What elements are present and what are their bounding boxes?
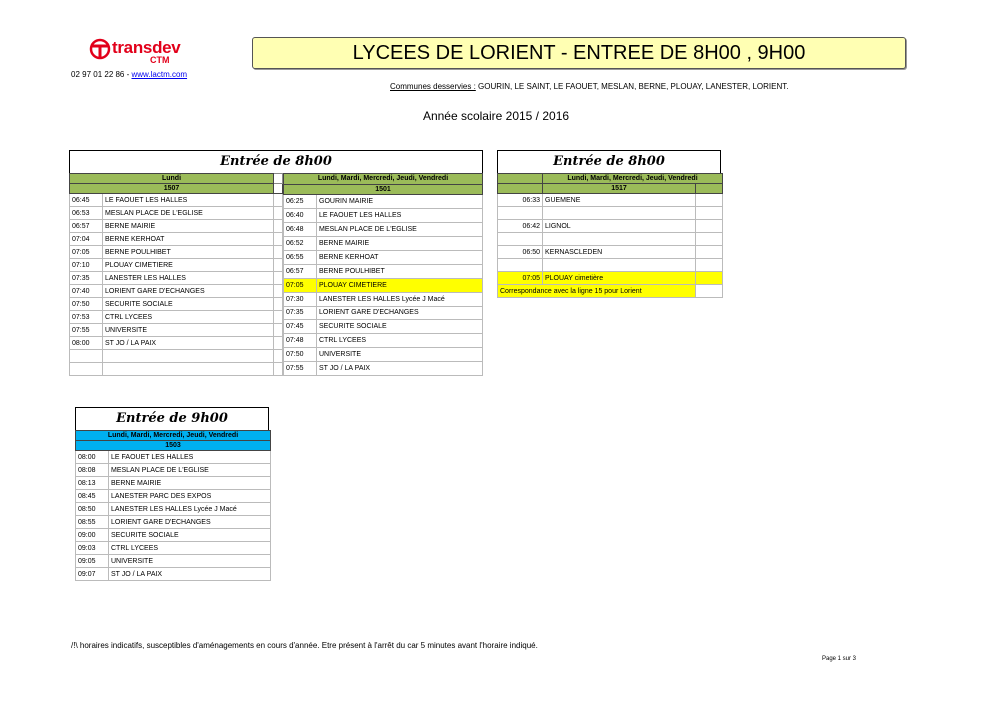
departure-time: 07:40 (70, 285, 103, 298)
spacer-cell (696, 246, 723, 259)
days-header: Lundi, Mardi, Mercredi, Jeudi, Vendredi (107, 432, 239, 439)
departure-time: 09:05 (76, 555, 109, 568)
departure-time (498, 207, 543, 220)
timetable-1501 (283, 173, 483, 376)
departure-time: 07:55 (284, 362, 317, 376)
table-row (498, 194, 723, 207)
stop-name: UNIVERSITE (109, 555, 271, 568)
table-row (70, 233, 283, 246)
communes-line (390, 82, 789, 91)
spacer-cell (274, 246, 283, 259)
departure-time (498, 233, 543, 246)
table-row (76, 542, 271, 555)
table-row (284, 195, 483, 209)
table-row (76, 464, 271, 477)
table-row (498, 272, 723, 285)
table-row (70, 324, 283, 337)
timetable-1517 (497, 173, 723, 298)
transdev-logo-icon (88, 38, 112, 60)
days-header: Lundi, Mardi, Mercredi, Jeudi, Vendredi (317, 175, 449, 183)
departure-time: 06:25 (284, 195, 317, 209)
table-row (284, 320, 483, 334)
stop-name: GUEMENE (543, 194, 696, 207)
stop-name: MESLAN PLACE DE L'EGLISE (103, 207, 274, 220)
departure-time: 06:48 (284, 223, 317, 237)
days-header: Lundi, Mardi, Mercredi, Jeudi, Vendredi (567, 175, 698, 182)
stop-name: ST JO / LA PAIX (103, 337, 274, 350)
stop-name: BERNE KERHOAT (103, 233, 274, 246)
table-row (76, 477, 271, 490)
departure-time: 07:55 (70, 324, 103, 337)
departure-time: 07:10 (70, 259, 103, 272)
table-row (76, 516, 271, 529)
section-title: Entrée de 8h00 (497, 150, 721, 173)
table-row (76, 503, 271, 516)
table-row (76, 529, 271, 542)
departure-time: 07:48 (284, 334, 317, 348)
departure-time: 06:52 (284, 237, 317, 251)
stop-name: LANESTER LES HALLES (103, 272, 274, 285)
departure-time: 08:50 (76, 503, 109, 516)
phone: 02 97 01 22 86 - (71, 70, 132, 79)
section-title: Entrée de 8h00 (69, 150, 483, 173)
connection-note: Correspondance avec la ligne 15 pour Lorient (498, 285, 696, 298)
departure-time: 07:45 (284, 320, 317, 334)
contact-line (71, 70, 187, 79)
departure-time: 07:04 (70, 233, 103, 246)
stop-name: CTRL LYCEES (103, 311, 274, 324)
line-number: 1507 (163, 185, 180, 192)
timetable-1503 (75, 430, 271, 581)
stop-name: ST JO / LA PAIX (109, 568, 271, 581)
empty-row (70, 350, 283, 363)
table-row (284, 264, 483, 278)
departure-time: 08:13 (76, 477, 109, 490)
departure-time: 06:57 (284, 264, 317, 278)
empty-row (70, 363, 283, 376)
spacer-cell (696, 207, 723, 220)
stop-name: LE FAOUET LES HALLES (109, 451, 271, 464)
line-number: 1517 (611, 185, 627, 192)
table-row (284, 209, 483, 223)
stop-name: LANESTER LES HALLES Lycée J Macé (317, 292, 483, 306)
table-row (76, 451, 271, 464)
table-row (70, 220, 283, 233)
stop-name: BERNE MAIRIE (103, 220, 274, 233)
stop-name: UNIVERSITE (103, 324, 274, 337)
communes-label: Communes desservies : (390, 82, 476, 91)
departure-time: 07:35 (70, 272, 103, 285)
departure-time: 06:33 (498, 194, 543, 207)
table-row (70, 194, 283, 207)
stop-name: LORIENT GARE D'ECHANGES (317, 306, 483, 320)
stop-name: PLOUAY CIMETIERE (103, 259, 274, 272)
title-box (252, 37, 906, 69)
table-row (284, 334, 483, 348)
table-row (70, 259, 283, 272)
connection-row (498, 285, 723, 298)
table-row (70, 285, 283, 298)
stop-name: PLOUAY CIMETIERE (317, 278, 483, 292)
stop-name: LANESTER PARC DES EXPOS (109, 490, 271, 503)
departure-time: 07:05 (70, 246, 103, 259)
spacer-cell (274, 259, 283, 272)
section-8h00-main (69, 150, 483, 376)
spacer-cell (274, 285, 283, 298)
stop-name: PLOUAY cimetière (543, 272, 696, 285)
departure-time: 06:42 (498, 220, 543, 233)
spacer-cell (274, 311, 283, 324)
stop-name (543, 233, 696, 246)
table-row (284, 223, 483, 237)
stop-name (543, 259, 696, 272)
stop-name: LORIENT GARE D'ECHANGES (103, 285, 274, 298)
stop-name: BERNE KERHOAT (317, 250, 483, 264)
stop-name: MESLAN PLACE DE L'EGLISE (109, 464, 271, 477)
stop-name: CTRL LYCEES (109, 542, 271, 555)
table-row (498, 259, 723, 272)
stop-name: LE FAOUET LES HALLES (317, 209, 483, 223)
section-tables (69, 173, 483, 376)
spacer-cell (696, 220, 723, 233)
stop-name (543, 207, 696, 220)
table-row (284, 292, 483, 306)
line-number: 1501 (375, 186, 391, 194)
stop-name: BERNE MAIRIE (109, 477, 271, 490)
departure-time: 08:00 (70, 337, 103, 350)
departure-time: 07:05 (498, 272, 543, 285)
departure-time: 07:50 (70, 298, 103, 311)
section-8h00-guemene (497, 150, 721, 298)
stop-name: BERNE MAIRIE (317, 237, 483, 251)
departure-time: 07:35 (284, 306, 317, 320)
table-row (70, 337, 283, 350)
stop-name: KERNASCLEDEN (543, 246, 696, 259)
spacer-cell (274, 337, 283, 350)
table-row (70, 272, 283, 285)
table-row (498, 233, 723, 246)
spacer-cell (274, 233, 283, 246)
departure-time: 06:40 (284, 209, 317, 223)
table-row (498, 246, 723, 259)
stop-name: MESLAN PLACE DE L'EGLISE (317, 223, 483, 237)
departure-time: 08:00 (76, 451, 109, 464)
table-row (284, 237, 483, 251)
departure-time: 08:55 (76, 516, 109, 529)
section-9h00 (75, 407, 269, 581)
table-row (70, 246, 283, 259)
departure-time: 09:07 (76, 568, 109, 581)
stop-name: BERNE POULHIBET (103, 246, 274, 259)
table-row (498, 207, 723, 220)
departure-time (498, 259, 543, 272)
table-row (284, 306, 483, 320)
stop-name: LANESTER LES HALLES Lycée J Macé (109, 503, 271, 516)
table-row (76, 490, 271, 503)
departure-time: 07:05 (284, 278, 317, 292)
line-number: 1503 (165, 442, 181, 449)
spacer-cell (696, 194, 723, 207)
departure-time: 07:50 (284, 348, 317, 362)
table-row (70, 311, 283, 324)
stop-name: ST JO / LA PAIX (317, 362, 483, 376)
stop-name: CTRL LYCEES (317, 334, 483, 348)
table-row (284, 348, 483, 362)
section-title: Entrée de 9h00 (75, 407, 269, 430)
stop-name: LE FAOUET LES HALLES (103, 194, 274, 207)
stop-name: SECURITE SOCIALE (109, 529, 271, 542)
spacer-cell (274, 272, 283, 285)
departure-time: 08:45 (76, 490, 109, 503)
spacer-cell (696, 285, 723, 298)
website-link[interactable]: www.lactm.com (131, 70, 188, 79)
stop-name: LIGNOL (543, 220, 696, 233)
departure-time: 06:55 (284, 250, 317, 264)
table-row (498, 220, 723, 233)
spacer-cell (696, 272, 723, 285)
communes-list: GOURIN, LE SAINT, LE FAOUET, MESLAN, BERNE, PLOUAY, LANESTER, LORIENT. (475, 82, 789, 91)
spacer-cell (274, 194, 283, 207)
table-row (284, 250, 483, 264)
stop-name: UNIVERSITE (317, 348, 483, 362)
spacer-cell (274, 220, 283, 233)
page-title: LYCEES DE LORIENT - ENTREE DE 8H00 , 9H00 (352, 42, 806, 64)
stop-name: GOURIN MAIRIE (317, 195, 483, 209)
table-row (70, 207, 283, 220)
table-row (76, 555, 271, 568)
departure-time: 06:53 (70, 207, 103, 220)
stop-name: BERNE POULHIBET (317, 264, 483, 278)
stop-name: SECURITE SOCIALE (317, 320, 483, 334)
table-row (76, 568, 271, 581)
departure-time: 07:30 (284, 292, 317, 306)
school-year: Année scolaire 2015 / 2016 (422, 109, 570, 123)
spacer-cell (274, 324, 283, 337)
footer-note: /!\ horaires indicatifs, susceptibles d'aménagements en cours d'année. Etre présent à l'arrêt du car 5 minutes avant l'horaire indiqué. (71, 641, 538, 650)
days-header: Lundi (161, 175, 182, 182)
departure-time: 06:50 (498, 246, 543, 259)
table-row (284, 278, 483, 292)
table-row (70, 298, 283, 311)
departure-time: 06:45 (70, 194, 103, 207)
spacer-cell (696, 259, 723, 272)
logo-sub: CTM (150, 55, 170, 65)
logo-text: transdev (112, 38, 181, 57)
departure-time: 09:00 (76, 529, 109, 542)
page-number: Page 1 sur 3 (822, 656, 857, 662)
stop-name: SECURITE SOCIALE (103, 298, 274, 311)
spacer-cell (696, 233, 723, 246)
stop-name: LORIENT GARE D'ECHANGES (109, 516, 271, 529)
spacer-cell (274, 207, 283, 220)
departure-time: 06:57 (70, 220, 103, 233)
departure-time: 08:08 (76, 464, 109, 477)
timetable-1507 (69, 173, 283, 376)
table-row (284, 362, 483, 376)
departure-time: 09:03 (76, 542, 109, 555)
departure-time: 07:53 (70, 311, 103, 324)
spacer-cell (274, 298, 283, 311)
